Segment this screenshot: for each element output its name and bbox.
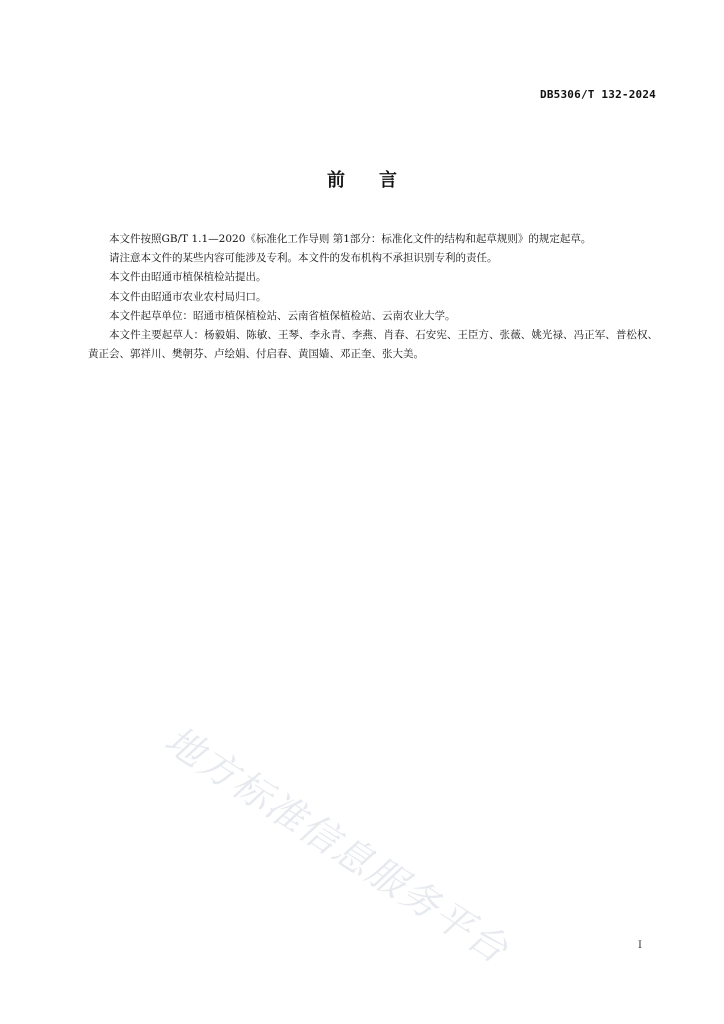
title-char-1: 前 [327,170,345,191]
page-number: I [638,940,642,951]
document-code: DB5306/T 132-2024 [540,88,656,101]
paragraph-drafters: 本文件主要起草人：杨毅娟、陈敏、王琴、李永青、李燕、肖春、石安宪、王臣方、张薇、姚光禄、冯正军、普松权、黄正会、郭祥川、樊朝芬、卢绘娟、付启春、黄国嫱、邓正奎、张大美。 [88,329,658,361]
paragraph-administered-by: 本文件由昭通市农业农村局归口。 [109,290,267,303]
page-title [0,166,724,192]
paragraph-drafting-rules: 本文件按照GB/T 1.1—2020《标准化工作导则 第1部分：标准化文件的结构和起草规则》的规定起草。 [109,233,592,245]
foreword-body [88,230,658,364]
paragraph-proposed-by: 本文件由昭通市植保植检站提出。 [109,271,267,284]
title-char-2: 言 [379,170,397,191]
watermark-text: 地方标准信息服务平台 [157,717,517,973]
paragraph-patent-notice: 请注意本文件的某些内容可能涉及专利。本文件的发布机构不承担识别专利的责任。 [109,252,498,265]
paragraph-drafting-units: 本文件起草单位：昭通市植保植检站、云南省植保植检站、云南农业大学。 [109,309,456,322]
